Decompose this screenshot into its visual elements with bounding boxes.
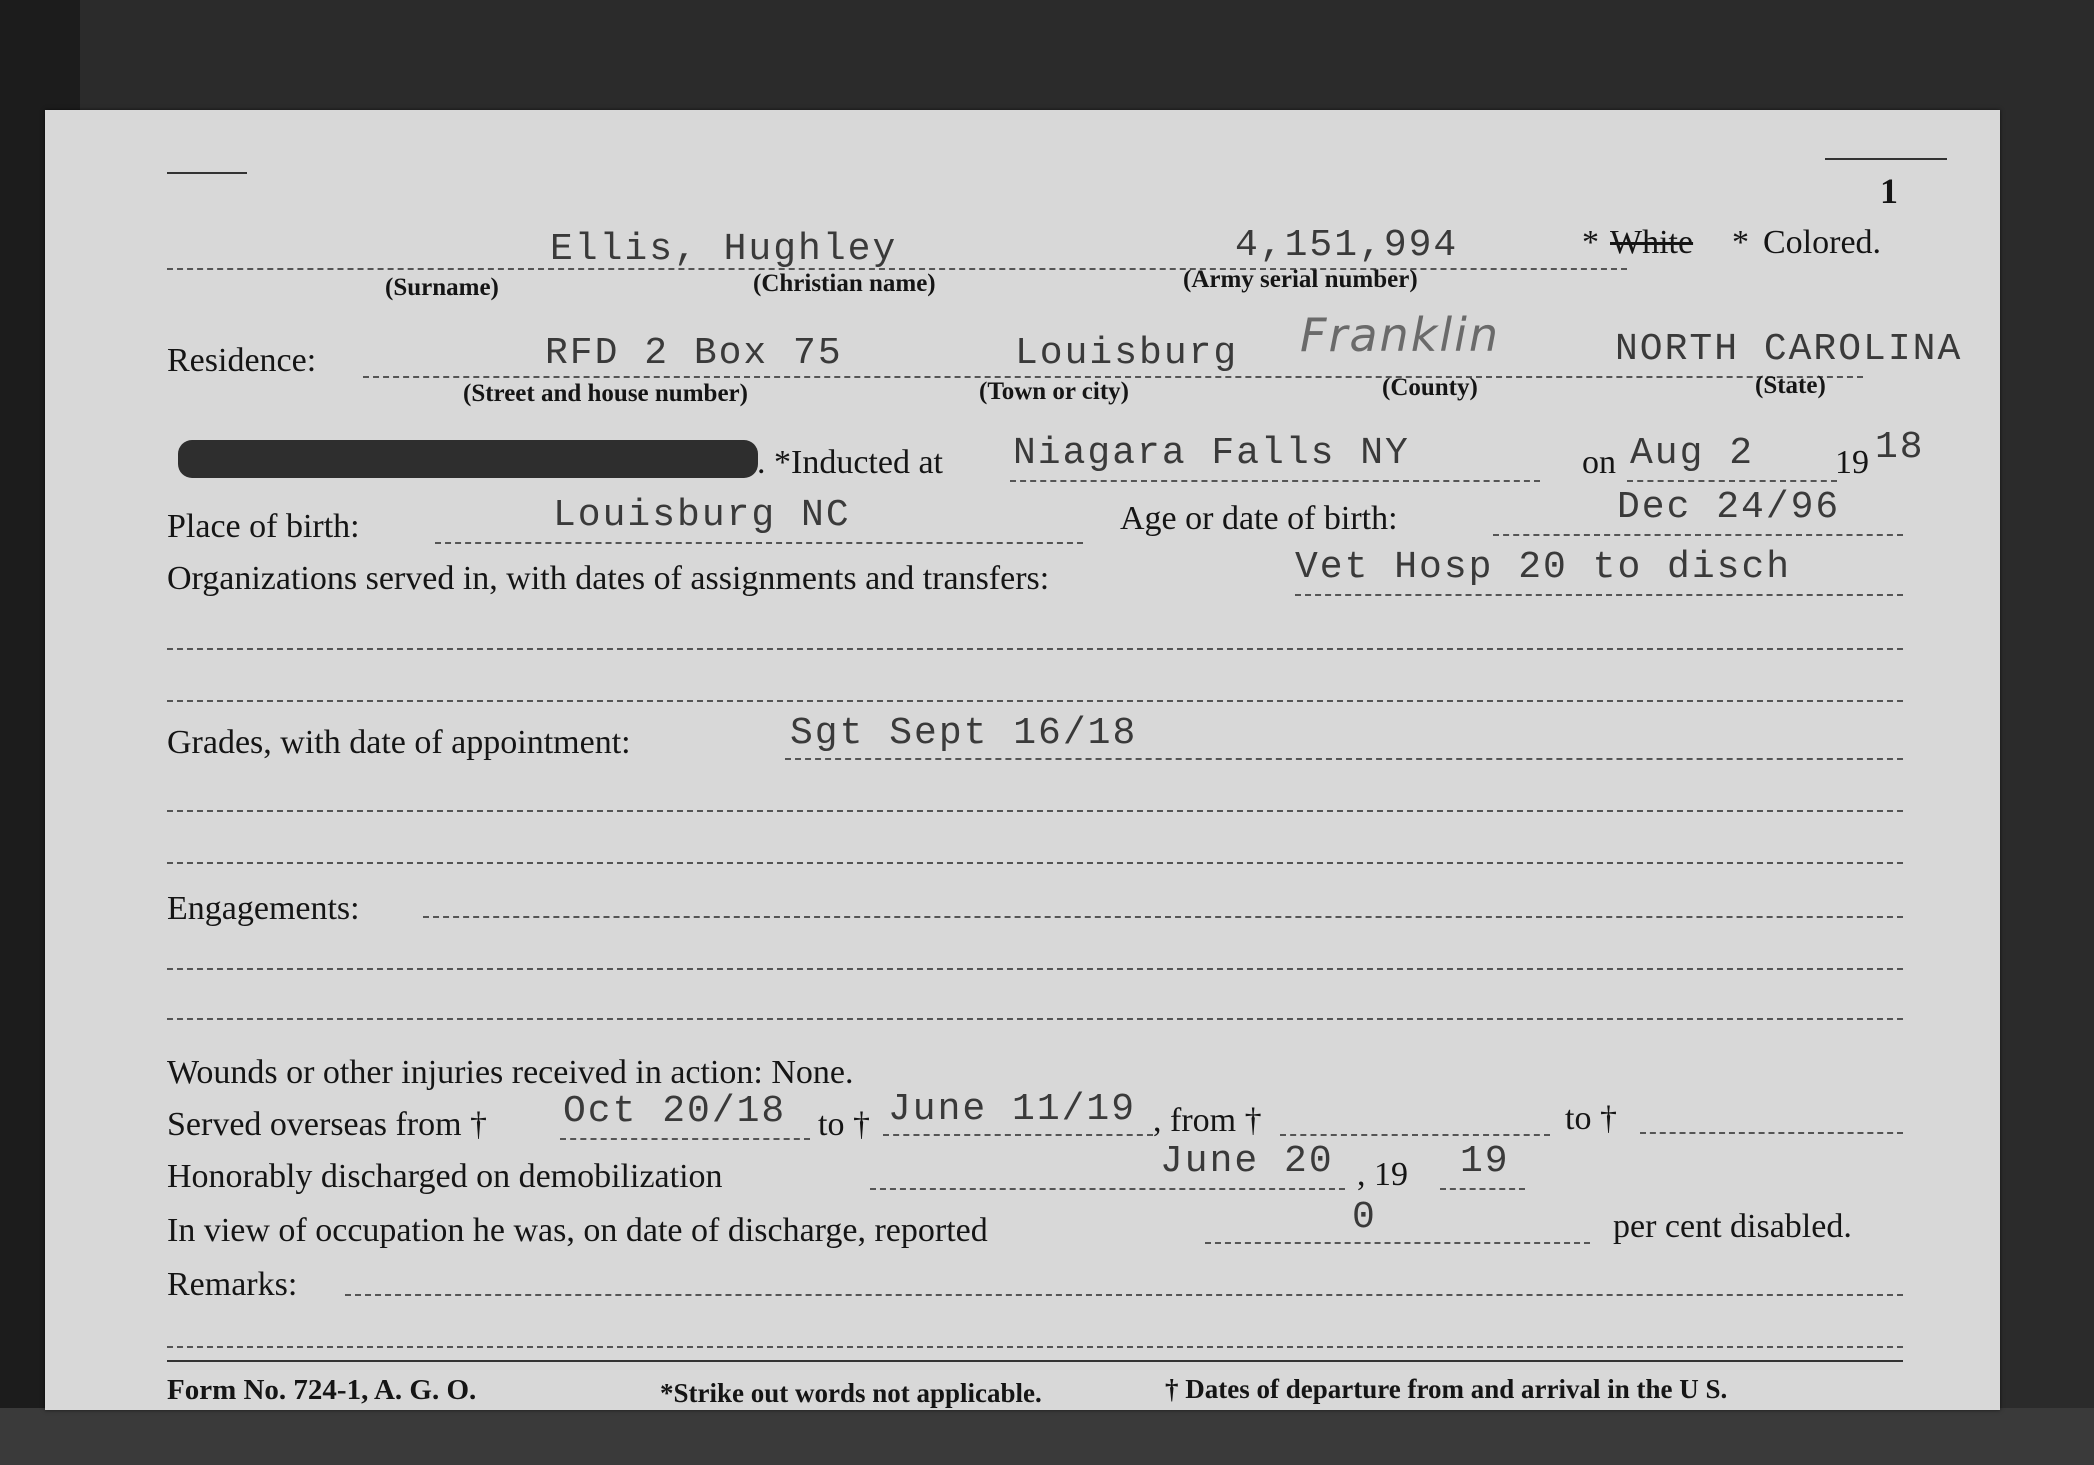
- engagements-line-1: [423, 916, 1903, 918]
- birth-place-line: [435, 542, 1083, 544]
- race-marker-a: *: [1582, 224, 1599, 261]
- overseas-to2-line: [1640, 1132, 1903, 1134]
- grades-line-1: [785, 758, 1903, 760]
- grades-value: Sgt Sept 16/18: [790, 712, 1138, 755]
- inducted-date: Aug 2: [1630, 432, 1755, 475]
- overseas-from-label: Served overseas from †: [167, 1106, 488, 1143]
- grades-line-2: [167, 810, 1903, 812]
- inducted-line: [1010, 480, 1540, 482]
- disability-suffix: per cent disabled.: [1613, 1208, 1852, 1245]
- inducted-year-prefix: 19: [1835, 444, 1869, 481]
- remarks-label: Remarks:: [167, 1266, 298, 1303]
- scanner-bottom-strip: [0, 1408, 2094, 1465]
- engagements-line-3: [167, 1018, 1903, 1020]
- remarks-line-1: [345, 1294, 1903, 1296]
- town-label: (Town or city): [979, 378, 1129, 405]
- top-right-rule: [1825, 158, 1947, 160]
- dates-note: † Dates of departure from and arrival in the U S.: [1165, 1374, 1728, 1404]
- residence-county: Franklin: [1300, 308, 1501, 362]
- redacted-enlisted-text: [178, 440, 758, 478]
- organizations-line-3: [167, 700, 1903, 702]
- christian-name-label: (Christian name): [753, 270, 936, 297]
- race-marker-b: *: [1732, 224, 1749, 261]
- engagements-label: Engagements:: [167, 890, 360, 927]
- discharge-date: June 20: [1160, 1140, 1334, 1183]
- residence-label: Residence:: [167, 342, 317, 379]
- service-record-card: [45, 110, 2000, 1410]
- wounds-label: Wounds or other injuries received in action: None.: [167, 1054, 854, 1091]
- discharge-line: [870, 1188, 1345, 1190]
- grades-line-3: [167, 862, 1903, 864]
- discharge-year-line: [1440, 1188, 1525, 1190]
- inducted-on-label: on: [1582, 444, 1616, 481]
- street-label: (Street and house number): [463, 380, 748, 407]
- overseas-to-line: [883, 1134, 1153, 1136]
- page-number: 1: [1880, 171, 1898, 211]
- footer-rule: [167, 1360, 1903, 1362]
- disability-label: In view of occupation he was, on date of discharge, reported: [167, 1212, 988, 1249]
- birth-date: Dec 24/96: [1617, 486, 1841, 529]
- overseas-from-date: Oct 20/18: [563, 1090, 787, 1133]
- inducted-place: Niagara Falls NY: [1013, 432, 1410, 475]
- discharge-label: Honorably discharged on demobilization: [167, 1158, 723, 1195]
- engagements-line-2: [167, 968, 1903, 970]
- disability-line: [1205, 1242, 1590, 1244]
- birth-date-line: [1493, 534, 1903, 536]
- discharge-year: 19: [1460, 1140, 1510, 1183]
- race-white: White: [1610, 224, 1694, 261]
- overseas-from2-line: [1280, 1134, 1550, 1136]
- county-label: (County): [1382, 374, 1478, 401]
- top-left-rule: [167, 172, 247, 174]
- residence-state: NORTH CAROLINA: [1615, 328, 1963, 371]
- race-colored: Colored.: [1763, 224, 1882, 261]
- serial-label: (Army serial number): [1183, 266, 1418, 293]
- birth-place: Louisburg NC: [553, 494, 851, 537]
- state-label: (State): [1755, 372, 1826, 399]
- grades-label: Grades, with date of appointment:: [167, 724, 631, 761]
- inducted-date-line: [1627, 480, 1837, 482]
- surname-label: (Surname): [385, 274, 499, 301]
- birth-date-label: Age or date of birth:: [1120, 500, 1398, 537]
- residence-street: RFD 2 Box 75: [545, 332, 843, 375]
- inducted-label: . *Inducted at: [757, 444, 943, 481]
- overseas-from2-label: , from †: [1153, 1102, 1262, 1139]
- organizations-line-2: [167, 648, 1903, 650]
- residence-town: Louisburg: [1015, 332, 1239, 375]
- remarks-line-2: [167, 1346, 1903, 1348]
- birth-place-label: Place of birth:: [167, 508, 360, 545]
- overseas-to-date: June 11/19: [888, 1088, 1137, 1131]
- strike-out-note: *Strike out words not applicable.: [660, 1378, 1042, 1408]
- overseas-to2-label: to †: [1565, 1100, 1617, 1137]
- name-value: Ellis, Hughley: [550, 228, 898, 271]
- overseas-to-label: to †: [818, 1106, 870, 1143]
- serial-value: 4,151,994: [1235, 224, 1459, 267]
- disability-value: 0: [1352, 1196, 1377, 1239]
- discharge-year-prefix: , 19: [1357, 1156, 1408, 1193]
- organizations-value: Vet Hosp 20 to disch: [1295, 546, 1792, 589]
- organizations-label: Organizations served in, with dates of assignments and transfers:: [167, 560, 1050, 597]
- inducted-year: 18: [1875, 426, 1925, 469]
- form-number: Form No. 724-1, A. G. O.: [167, 1374, 477, 1406]
- organizations-line-1: [1295, 594, 1903, 596]
- overseas-from-line: [560, 1138, 810, 1140]
